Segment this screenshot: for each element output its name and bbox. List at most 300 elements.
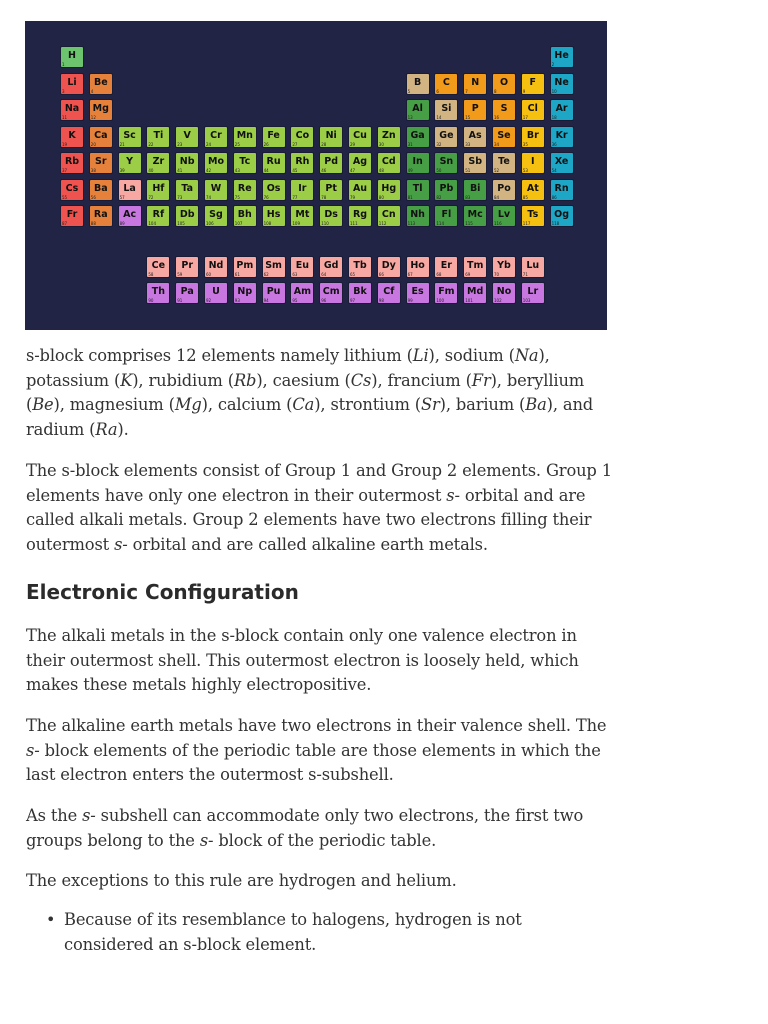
atomic-number: 7	[465, 88, 468, 94]
atomic-number: 25	[234, 141, 240, 147]
element-cell-sn	[434, 152, 458, 174]
atomic-number: 64	[321, 272, 327, 277]
element-cell-mg	[89, 99, 113, 121]
atomic-number: 117	[522, 221, 531, 226]
element-symbol: Ru	[266, 156, 281, 167]
element-symbol: Pu	[266, 286, 281, 297]
element-cell-ti	[146, 126, 170, 148]
element-symbol: Sg	[209, 209, 223, 220]
element-cell-db	[175, 205, 199, 227]
element-cell-bi	[463, 179, 487, 201]
atomic-number: 42	[206, 168, 212, 173]
element-cell-p	[463, 99, 487, 121]
atomic-number: 10	[551, 88, 557, 94]
element-symbol: Rn	[554, 182, 569, 194]
atomic-number: 60	[206, 272, 212, 277]
atomic-number: 85	[522, 194, 528, 200]
atomic-number: 24	[206, 141, 212, 147]
element-symbol: At	[526, 182, 539, 194]
element-cell-rg	[348, 205, 372, 227]
element-cell-cr	[204, 126, 228, 148]
element-cell-at	[521, 179, 545, 201]
element-symbol: Lr	[527, 286, 539, 297]
element-cell-pd	[319, 152, 343, 174]
element-symbol: N	[471, 76, 480, 88]
element-symbol: Cn	[381, 209, 396, 220]
atomic-number: 13	[407, 115, 413, 120]
element-symbol: W	[210, 182, 222, 194]
atomic-number: 3	[62, 88, 65, 94]
element-cell-tc	[233, 152, 257, 174]
atomic-number: 70	[494, 272, 500, 277]
element-cell-ge	[434, 126, 458, 148]
element-symbol: Cd	[381, 156, 396, 167]
element-cell-es	[406, 282, 430, 304]
element-symbol: Fm	[438, 286, 455, 297]
element-symbol: C	[442, 76, 450, 88]
element-symbol: Os	[266, 182, 281, 194]
atomic-number: 71	[522, 272, 528, 277]
element-symbol: Ne	[554, 76, 569, 88]
atomic-number: 57	[119, 194, 125, 200]
atomic-number: 62	[263, 272, 269, 277]
atomic-number: 105	[177, 221, 185, 226]
element-symbol: Li	[67, 76, 77, 88]
element-symbol: Yb	[497, 260, 511, 271]
element-symbol: Xe	[554, 156, 569, 167]
atomic-number: 50	[436, 168, 442, 173]
element-cell-bk	[348, 282, 372, 304]
element-symbol: Si	[441, 103, 452, 114]
atomic-number: 72	[148, 194, 154, 200]
element-symbol: H	[68, 50, 76, 61]
element-cell-cf	[377, 282, 401, 304]
element-symbol: I	[531, 156, 535, 167]
paragraph-s-subshell: As the s- subshell can accommodate only two electrons, the first two groups belong to the s- block of the periodic table.	[26, 806, 584, 850]
element-symbol: Hs	[266, 209, 281, 220]
element-symbol: Rb	[64, 156, 80, 167]
atomic-number: 103	[522, 298, 531, 303]
element-symbol: Eu	[295, 260, 310, 271]
element-symbol: Pa	[180, 286, 194, 297]
element-symbol: Tb	[353, 260, 367, 271]
element-symbol: Bk	[353, 286, 367, 297]
element-cell-nb	[175, 152, 199, 174]
element-symbol: B	[413, 76, 422, 88]
element-symbol: Ga	[410, 129, 425, 141]
atomic-number: 67	[407, 272, 413, 277]
element-symbol: Ac	[123, 209, 137, 220]
element-symbol: Co	[295, 129, 310, 141]
element-cell-cs	[60, 179, 84, 201]
atomic-number: 20	[90, 141, 96, 147]
element-cell-np	[233, 282, 257, 304]
element-symbol: Es	[411, 286, 424, 297]
element-cell-ni	[319, 126, 343, 148]
atomic-number: 66	[378, 272, 384, 277]
element-cell-fl	[434, 205, 458, 227]
atomic-number: 34	[494, 141, 500, 147]
element-symbol: Ag	[352, 156, 368, 167]
atomic-number: 4	[90, 88, 94, 94]
element-cell-bh	[233, 205, 257, 227]
element-cell-ba	[89, 179, 113, 201]
element-cell-h	[60, 46, 84, 68]
element-cell-ra	[89, 205, 113, 227]
atomic-number: 1	[62, 62, 65, 67]
atomic-number: 100	[436, 298, 445, 303]
element-cell-mn	[233, 126, 257, 148]
element-symbol: No	[496, 286, 512, 297]
element-cell-pm	[233, 256, 257, 278]
element-symbol: Fe	[267, 129, 280, 141]
element-cell-v	[175, 126, 199, 148]
element-symbol: Bh	[237, 209, 252, 220]
paragraph-groups: The s-block elements consist of Group 1 and Group 2 elements. Group 1 elements have only one electron in their outermost s- orbital and are called alkali metals. Group 2 elements have two electrons filling their outermost s- orbital and are called alkaline earth metals.	[26, 461, 612, 554]
atomic-number: 110	[321, 221, 329, 226]
atomic-number: 23	[177, 141, 183, 147]
paragraph-s-block-elements: s-block comprises 12 elements namely lithium (Li), sodium (Na), potassium (K), rubidium (Rb), caesium (Cs), francium (Fr), beryllium (Be), magnesium (Mg), calcium (Ca), strontium (Sr), barium (Ba), and radium (Ra).	[26, 346, 594, 439]
atomic-number: 116	[494, 221, 502, 226]
element-symbol: Ir	[298, 182, 307, 194]
element-symbol: Ds	[324, 209, 338, 220]
element-symbol: Rf	[152, 209, 165, 220]
element-symbol: Po	[497, 182, 511, 194]
element-cell-cu	[348, 126, 372, 148]
element-cell-no	[492, 282, 516, 304]
element-symbol: Sn	[439, 156, 454, 167]
atomic-number: 78	[321, 194, 327, 200]
element-cell-pb	[434, 179, 458, 201]
element-cell-ag	[348, 152, 372, 174]
atomic-number: 94	[263, 298, 269, 303]
element-cell-cl	[521, 99, 545, 121]
atomic-number: 22	[148, 141, 154, 147]
atomic-number: 16	[494, 115, 500, 120]
element-cell-zr	[146, 152, 170, 174]
element-cell-rn	[550, 179, 574, 201]
atomic-number: 107	[234, 221, 243, 226]
atomic-number: 51	[465, 168, 471, 173]
element-cell-cn	[377, 205, 401, 227]
element-cell-ds	[319, 205, 343, 227]
element-cell-ca	[89, 126, 113, 148]
element-symbol: Pt	[325, 182, 337, 194]
element-cell-tl	[406, 179, 430, 201]
element-symbol: Rh	[295, 156, 310, 167]
element-symbol: Hg	[381, 182, 397, 194]
element-symbol: Tl	[412, 182, 423, 194]
element-symbol: Re	[237, 182, 252, 194]
element-cell-fe	[262, 126, 286, 148]
atomic-number: 36	[551, 141, 557, 147]
element-cell-la	[118, 179, 142, 201]
element-cell-er	[434, 256, 458, 278]
atomic-number: 58	[148, 272, 154, 277]
atomic-number: 81	[407, 194, 413, 200]
element-symbol: Pm	[236, 260, 254, 271]
element-symbol: Rg	[352, 209, 368, 220]
atomic-number: 97	[350, 298, 356, 303]
element-symbol: In	[412, 156, 423, 167]
element-symbol: La	[123, 182, 136, 194]
atomic-number: 53	[522, 168, 528, 173]
element-cell-k	[60, 126, 84, 148]
element-cell-f	[521, 73, 545, 95]
atomic-number: 27	[292, 141, 298, 147]
element-cell-c	[434, 73, 458, 95]
atomic-number: 54	[551, 168, 557, 173]
element-cell-kr	[550, 126, 574, 148]
atomic-number: 41	[177, 168, 183, 173]
element-symbol: Sc	[123, 129, 136, 141]
atomic-number: 31	[407, 141, 413, 147]
element-symbol: Cm	[322, 286, 340, 297]
atomic-number: 104	[148, 221, 157, 226]
atomic-number: 63	[292, 272, 298, 277]
atomic-number: 88	[90, 221, 96, 226]
element-cell-w	[204, 179, 228, 201]
element-cell-al	[406, 99, 430, 121]
atomic-number: 18	[551, 115, 557, 120]
element-cell-si	[434, 99, 458, 121]
element-symbol: Zn	[381, 129, 396, 141]
atomic-number: 99	[407, 298, 413, 303]
element-cell-ho	[406, 256, 430, 278]
element-symbol: Na	[64, 103, 80, 114]
element-cell-eu	[290, 256, 314, 278]
element-symbol: Tm	[466, 260, 484, 271]
element-symbol: Ca	[94, 129, 108, 141]
atomic-number: 29	[350, 141, 356, 147]
element-cell-tb	[348, 256, 372, 278]
element-cell-cm	[319, 282, 343, 304]
element-cell-ir	[290, 179, 314, 201]
atomic-number: 106	[206, 221, 214, 226]
element-symbol: Y	[126, 156, 134, 167]
atomic-number: 69	[465, 272, 471, 277]
atomic-number: 5	[407, 88, 411, 94]
element-symbol: Th	[151, 286, 166, 297]
element-symbol: Cr	[210, 129, 222, 141]
element-symbol: Nb	[179, 156, 195, 167]
element-symbol: He	[554, 50, 569, 61]
element-cell-og	[550, 205, 574, 227]
atomic-number: 113	[407, 221, 416, 226]
atomic-number: 77	[292, 194, 298, 200]
element-symbol: Ho	[410, 260, 425, 271]
atomic-number: 75	[234, 194, 240, 200]
element-symbol: S	[500, 103, 508, 114]
element-symbol: Be	[93, 76, 108, 88]
element-cell-nd	[204, 256, 228, 278]
element-symbol: Mo	[208, 156, 224, 167]
element-symbol: Cu	[353, 129, 367, 141]
atomic-number: 14	[436, 115, 442, 120]
element-cell-po	[492, 179, 516, 201]
element-cell-rb	[60, 152, 84, 174]
element-cell-co	[290, 126, 314, 148]
element-cell-mc	[463, 205, 487, 227]
atomic-number: 33	[465, 141, 471, 147]
atomic-number: 68	[436, 272, 442, 277]
element-cell-sb	[463, 152, 487, 174]
element-cell-he	[550, 46, 574, 68]
atomic-number: 114	[436, 221, 445, 226]
atomic-number: 49	[407, 168, 413, 173]
element-cell-fr	[60, 205, 84, 227]
periodic-table-image	[25, 21, 607, 330]
atomic-number: 65	[350, 272, 356, 277]
element-symbol: Sr	[95, 156, 107, 167]
atomic-number: 89	[119, 221, 125, 226]
atomic-number: 15	[465, 115, 471, 120]
element-symbol: Mn	[236, 129, 253, 141]
element-symbol: Ba	[93, 182, 108, 194]
atomic-number: 115	[465, 221, 473, 226]
atomic-number: 86	[551, 194, 557, 200]
atomic-number: 8	[494, 88, 497, 94]
atomic-number: 48	[378, 168, 384, 173]
element-cell-br	[521, 126, 545, 148]
element-cell-ce	[146, 256, 170, 278]
atomic-number: 84	[494, 194, 500, 200]
element-cell-au	[348, 179, 372, 201]
element-symbol: P	[471, 103, 479, 114]
atomic-number: 56	[90, 194, 96, 200]
element-cell-os	[262, 179, 286, 201]
element-cell-s	[492, 99, 516, 121]
atomic-number: 55	[62, 194, 68, 200]
atomic-number: 21	[119, 141, 125, 147]
element-symbol: Ti	[153, 129, 164, 141]
element-cell-cd	[377, 152, 401, 174]
atomic-number: 101	[465, 298, 473, 303]
element-symbol: Ta	[181, 182, 194, 194]
element-cell-fm	[434, 282, 458, 304]
element-cell-hg	[377, 179, 401, 201]
atomic-number: 96	[321, 298, 327, 303]
element-cell-rh	[290, 152, 314, 174]
element-symbol: Og	[554, 209, 570, 220]
element-symbol: Mg	[92, 103, 109, 114]
element-symbol: Sm	[265, 260, 282, 271]
element-cell-sg	[204, 205, 228, 227]
atomic-number: 79	[350, 194, 356, 200]
atomic-number: 47	[350, 168, 356, 173]
element-symbol: V	[183, 129, 191, 141]
element-cell-zn	[377, 126, 401, 148]
atomic-number: 109	[292, 221, 301, 226]
section-heading: Electronic Configuration	[26, 580, 299, 604]
atomic-number: 82	[436, 194, 442, 200]
atomic-number: 39	[119, 168, 125, 173]
element-symbol: Tc	[239, 156, 251, 167]
atomic-number: 83	[465, 194, 471, 200]
element-symbol: Se	[497, 129, 511, 141]
atomic-number: 102	[494, 298, 502, 303]
atomic-number: 73	[177, 194, 183, 200]
element-symbol: Ce	[151, 260, 166, 271]
element-cell-yb	[492, 256, 516, 278]
atomic-number: 2	[551, 62, 555, 67]
atomic-number: 32	[436, 141, 442, 147]
element-cell-te	[492, 152, 516, 174]
atomic-number: 6	[436, 88, 439, 94]
element-symbol: Fl	[441, 209, 452, 220]
element-symbol: Db	[179, 209, 195, 220]
element-cell-lr	[521, 282, 545, 304]
element-symbol: Pb	[439, 182, 454, 194]
atomic-number: 19	[62, 141, 68, 147]
atomic-number: 46	[321, 168, 327, 173]
atomic-number: 12	[90, 115, 96, 120]
atomic-number: 43	[234, 168, 240, 173]
atomic-number: 95	[292, 298, 298, 303]
element-symbol: Cf	[383, 286, 395, 297]
element-symbol: Dy	[381, 260, 396, 271]
element-symbol: Lu	[526, 260, 540, 271]
atomic-number: 17	[522, 115, 528, 120]
atomic-number: 37	[62, 168, 68, 173]
element-symbol: Nd	[208, 260, 224, 271]
atomic-number: 108	[263, 221, 272, 226]
atomic-number: 44	[263, 168, 269, 173]
element-symbol: Mt	[295, 209, 310, 220]
element-symbol: Pd	[324, 156, 339, 167]
atomic-number: 92	[206, 298, 212, 303]
element-cell-be	[89, 73, 113, 95]
element-cell-xe	[550, 152, 574, 174]
atomic-number: 111	[350, 221, 358, 226]
element-cell-tm	[463, 256, 487, 278]
atomic-number: 38	[90, 168, 96, 173]
element-cell-ne	[550, 73, 574, 95]
element-cell-th	[146, 282, 170, 304]
element-symbol: Md	[467, 286, 484, 297]
atomic-number: 91	[177, 298, 183, 303]
element-cell-y	[118, 152, 142, 174]
element-cell-as	[463, 126, 487, 148]
element-symbol: Gd	[323, 260, 339, 271]
element-cell-hf	[146, 179, 170, 201]
element-symbol: Bi	[469, 182, 481, 194]
element-cell-se	[492, 126, 516, 148]
paragraph-alkaline-earth: The alkaline earth metals have two electrons in their valence shell. The s- block elements of the periodic table are those elements in which the last electron enters the outermost s-subshell.	[26, 716, 607, 785]
element-cell-sr	[89, 152, 113, 174]
atomic-number: 52	[494, 168, 500, 173]
element-cell-ts	[521, 205, 545, 227]
element-cell-ac	[118, 205, 142, 227]
atomic-number: 30	[378, 141, 384, 147]
atomic-number: 98	[378, 298, 384, 303]
element-cell-i	[521, 152, 545, 174]
element-symbol: Mc	[467, 209, 483, 220]
element-symbol: Ge	[439, 129, 454, 141]
atomic-number: 9	[522, 88, 526, 94]
element-symbol: Al	[412, 103, 423, 114]
atomic-number: 80	[378, 194, 384, 200]
atomic-number: 112	[378, 221, 387, 226]
paragraph-exceptions: The exceptions to this rule are hydrogen and helium.	[26, 871, 457, 890]
element-symbol: Nh	[410, 209, 425, 220]
element-symbol: Kr	[555, 129, 568, 141]
element-symbol: Au	[352, 182, 368, 194]
atomic-number: 118	[551, 221, 560, 226]
element-cell-nh	[406, 205, 430, 227]
element-cell-mo	[204, 152, 228, 174]
element-cell-in	[406, 152, 430, 174]
